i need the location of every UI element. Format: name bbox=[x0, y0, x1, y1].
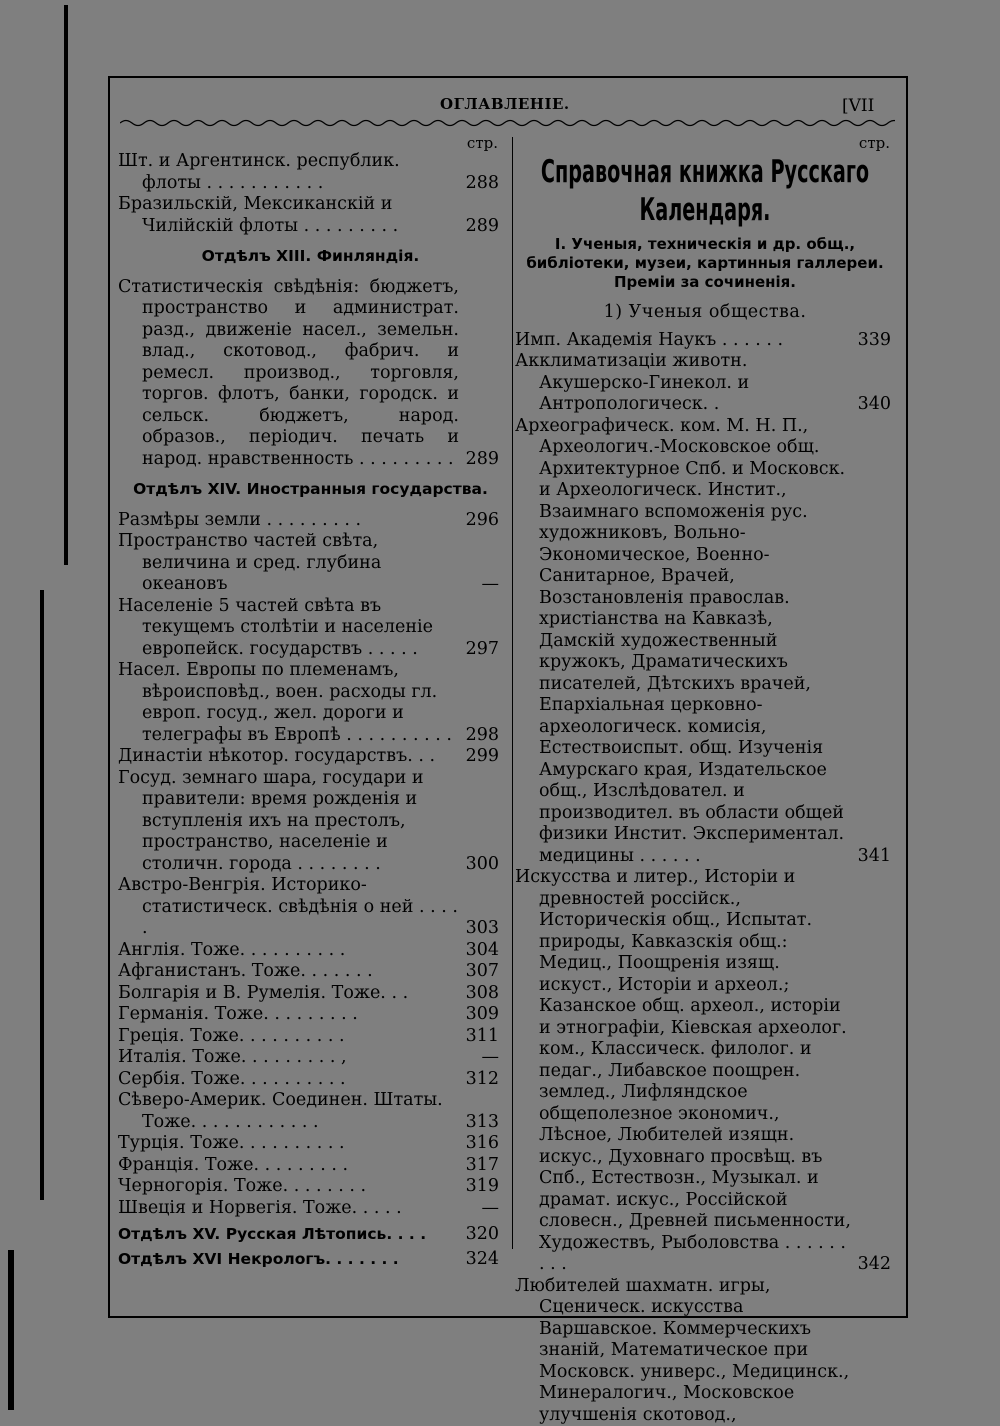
toc-entry-page: 298 bbox=[459, 725, 503, 747]
toc-entry-page: 307 bbox=[459, 961, 503, 983]
toc-entry-page: 319 bbox=[459, 1176, 503, 1198]
toc-entry-page: 308 bbox=[459, 983, 503, 1005]
toc-entry-text: Италія. Тоже. . . . . . . . . , bbox=[142, 1047, 459, 1069]
toc-entry-text: Искусства и литер., Исторіи и древностей россійск., Историческія общ., Испытат. природы, Кавказскія общ.: Медиц., Поощренія изящ. искуст., Исторіи и археол.; Казанское общ. археол., исторіи и этнографіи, Кіевская археолог. ком., Классическ. филолог. и педаг., Либавское поощрен. землед., Лифляндское общеполезное экономич., Лѣсное, Любителей изящн. искус., Духовнаго просвѣщ. въ Спб., Естествозн., Музыкал. и драмат. искус., Россійской словесн., Древней письменности, Художествъ, Рыболовства . . . . . . . . . bbox=[539, 867, 851, 1276]
toc-entry-page: 296 bbox=[459, 510, 503, 532]
toc-entry-text: Акклиматизаціи животн. Акушерско-Гинекол. и Антропологическ. . bbox=[539, 351, 851, 416]
toc-entry-text: Населеніе 5 частей свѣта въ текущемъ столѣтіи и населеніе европейск. государствъ . . . . . bbox=[142, 596, 459, 661]
toc-entry-page: — bbox=[459, 1198, 503, 1220]
toc-entry-page: 312 bbox=[459, 1069, 503, 1091]
toc-entry-text: Шт. и Аргентинск. республик. флоты . . . . . . . . . . . bbox=[142, 151, 459, 194]
toc-entry-page: 289 bbox=[459, 449, 503, 471]
toc-entry-page: 342 bbox=[851, 1254, 895, 1276]
toc-entry-page: 317 bbox=[459, 1155, 503, 1177]
toc-entry bbox=[515, 351, 895, 416]
toc-entry-text: Болгарія и В. Румелія. Тоже. . . bbox=[142, 983, 459, 1005]
toc-entry bbox=[118, 194, 503, 237]
toc-entry bbox=[118, 940, 503, 962]
toc-entry bbox=[118, 277, 503, 471]
toc-entry-text: Бразильскій, Мексиканскій и Чилійскій флоты . . . . . . . . . bbox=[142, 194, 459, 237]
toc-entry bbox=[118, 983, 503, 1005]
page-edge-mark bbox=[40, 590, 44, 1200]
subsection-title: 1) Ученыя общества. bbox=[515, 302, 895, 324]
toc-entry-text: Швеція и Норвегія. Тоже. . . . . bbox=[142, 1198, 459, 1220]
toc-entry bbox=[515, 1276, 895, 1426]
toc-entry-text: Статистическія свѣдѣнія: бюджетъ, пространство и администрат. разд., движеніе насел., земельн. влад., скотовод., фабрич. и ремесл. производ., торговля, торгов. флотъ, банки, городск. и сельск. бюджетъ, народ. образов., періодич. печать и народ. нравственность . . . . . . . . . bbox=[142, 277, 459, 471]
book-title: Справочная книжка Русскаго Календаря. bbox=[517, 153, 894, 229]
page-number: [VII bbox=[842, 96, 874, 116]
toc-entry-page: 289 bbox=[459, 216, 503, 238]
toc-entry-text: Археографическ. ком. М. Н. П., Археологич.-Московское общ. Архитектурное Спб. и Московск. и Археологическ. Инстит., Взаимнаго вспоможенія рус. художниковъ, Вольно-Экономическое, Военно-Санитарное, Врачей, Возстановленія православ. христіанства на Кавказѣ, Дамскій художественный кружокъ, Драматическихъ писателей, Дѣтскихъ врачей, Епархіальная церковно-археологическ. комисія, Естествоиспыт. общ. Изученія Амурскаго края, Издательское общ., Изслѣдовател. и производител. въ области общей физики Инстит. Экспериментал. медицины . . . . . . bbox=[539, 416, 851, 868]
subsection-heading: I. Ученыя, техническія и др. общ., библіотеки, музеи, картинныя галлереи. Преміи за сочиненія. bbox=[515, 235, 895, 292]
wavy-line bbox=[120, 121, 895, 126]
toc-entry bbox=[118, 1176, 503, 1198]
toc-entry-text: Афганистанъ. Тоже. . . . . . . bbox=[142, 961, 459, 983]
toc-entry-text: Черногорія. Тоже. . . . . . . . bbox=[142, 1176, 459, 1198]
toc-entry-page: 340 bbox=[851, 394, 895, 416]
page-column-label: стр. bbox=[515, 135, 895, 151]
toc-entry-page: 304 bbox=[459, 940, 503, 962]
toc-entry bbox=[118, 531, 503, 596]
toc-entry bbox=[118, 151, 503, 194]
toc-entry bbox=[118, 596, 503, 661]
toc-entry-text: Греція. Тоже. . . . . . . . . . bbox=[142, 1026, 459, 1048]
toc-entry-section-16 bbox=[118, 1249, 503, 1271]
toc-entry-page: 341 bbox=[851, 846, 895, 868]
toc-entry-text: Любителей шахматн. игры, Сценическ. искусства Варшавское. Коммерческихъ знаній, Математическое при Московск. универс., Медицинск., Минералогич., Московское улучшенія скотовод., bbox=[539, 1276, 851, 1426]
toc-entry-text: Англія. Тоже. . . . . . . . . . bbox=[142, 940, 459, 962]
toc-entry-page: 300 bbox=[459, 854, 503, 876]
section-heading-14: Отдѣлъ XIV. Иностранныя государства. bbox=[118, 479, 503, 501]
toc-entry bbox=[118, 1133, 503, 1155]
page-header-title: ОГЛАВЛЕНІЕ. bbox=[440, 95, 570, 113]
toc-entry bbox=[118, 1198, 503, 1220]
left-column bbox=[118, 135, 503, 1270]
toc-entry-text: Династіи нѣкотор. государствъ. . . bbox=[142, 746, 459, 768]
toc-entry bbox=[118, 1090, 503, 1133]
toc-entry bbox=[515, 867, 895, 1276]
toc-entry-page: 299 bbox=[459, 746, 503, 768]
page-edge-mark bbox=[8, 1250, 14, 1410]
toc-entry-text: Пространство частей свѣта, величина и сред. глубина океановъ bbox=[142, 531, 459, 596]
toc-entry bbox=[515, 330, 895, 352]
toc-entry-page: 297 bbox=[459, 639, 503, 661]
toc-entry-text: Сербія. Тоже. . . . . . . . . . bbox=[142, 1069, 459, 1091]
toc-entry-text: Турція. Тоже. . . . . . . . . . bbox=[142, 1133, 459, 1155]
toc-entry-text: Австро-Венгрія. Историко-статистическ. свѣдѣнія о ней . . . . . bbox=[142, 875, 459, 940]
toc-entry-page: 320 bbox=[459, 1224, 503, 1246]
right-column bbox=[515, 135, 895, 1426]
page-column-label: стр. bbox=[118, 135, 503, 151]
toc-entry-section-15 bbox=[118, 1224, 503, 1246]
toc-entry-text: Имп. Академія Наукъ . . . . . . bbox=[539, 330, 851, 352]
toc-entry-page: 313 bbox=[459, 1112, 503, 1134]
toc-entry bbox=[118, 768, 503, 876]
toc-entry bbox=[118, 1155, 503, 1177]
toc-entry bbox=[118, 746, 503, 768]
toc-entry-text: Сѣверо-Америк. Соединен. Штаты. Тоже. . . . . . . . . . . . bbox=[142, 1090, 459, 1133]
toc-entry-page: — bbox=[459, 1047, 503, 1069]
toc-entry-text: Размѣры земли . . . . . . . . . bbox=[142, 510, 459, 532]
toc-entry-page: 324 bbox=[459, 1249, 503, 1271]
toc-entry bbox=[118, 660, 503, 746]
toc-entry bbox=[118, 1004, 503, 1026]
toc-list bbox=[515, 330, 895, 1426]
toc-entry-page: — bbox=[459, 574, 503, 596]
toc-entry bbox=[118, 961, 503, 983]
toc-entry-text: Франція. Тоже. . . . . . . . . bbox=[142, 1155, 459, 1177]
toc-entry-text: Госуд. земнаго шара, государи и правители: время рожденія и вступленія ихъ на престолъ, пространство, населеніе и столичн. города . . . . . . . . bbox=[142, 768, 459, 876]
toc-entry-page: 288 bbox=[459, 173, 503, 195]
toc-entry-page: 339 bbox=[851, 330, 895, 352]
toc-entry-text: Отдѣлъ XV. Русская Лѣтопись. . . . bbox=[118, 1224, 459, 1246]
toc-entry bbox=[118, 1047, 503, 1069]
toc-list bbox=[118, 510, 503, 1220]
page-edge-mark bbox=[64, 5, 68, 565]
toc-entry bbox=[118, 510, 503, 532]
toc-entry-page: 309 bbox=[459, 1004, 503, 1026]
wavy-rule bbox=[120, 117, 895, 129]
toc-entry bbox=[118, 1069, 503, 1091]
toc-entry bbox=[118, 1026, 503, 1048]
toc-entry-page: 316 bbox=[459, 1133, 503, 1155]
toc-entry-text: Отдѣлъ XVI Некрологъ. . . . . . . bbox=[118, 1249, 459, 1271]
toc-entry bbox=[118, 875, 503, 940]
toc-entry-text: Насел. Европы по племенамъ, вѣроисповѣд., воен. расходы гл. европ. госуд., жел. дороги и телеграфы въ Европѣ . . . . . . . . . . bbox=[142, 660, 459, 746]
toc-entry-text: Германія. Тоже. . . . . . . . . bbox=[142, 1004, 459, 1026]
column-divider bbox=[512, 137, 513, 1249]
toc-entry-page: 311 bbox=[459, 1026, 503, 1048]
toc-entry bbox=[515, 416, 895, 868]
section-heading-13: Отдѣлъ XIII. Финляндія. bbox=[118, 246, 503, 268]
toc-entry-page: 303 bbox=[459, 918, 503, 940]
